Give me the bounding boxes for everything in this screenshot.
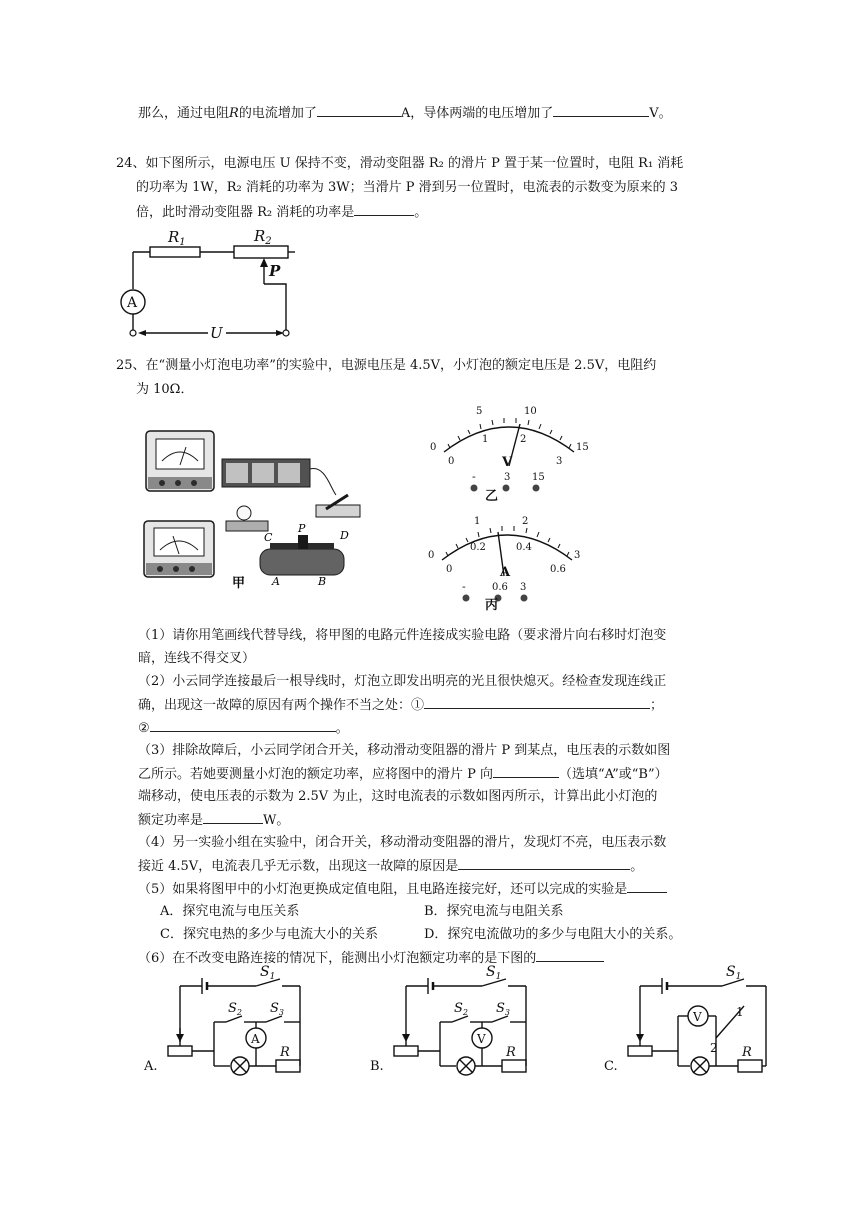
- q24-blank-power[interactable]: [354, 203, 414, 216]
- q25-p2b: [138, 696, 663, 715]
- circuit-c-label: C.: [604, 1059, 618, 1074]
- q25-p4b-text: 接近 4.5V，电流表几乎无示数，出现这一故障的原因是: [138, 859, 459, 874]
- voltmeter-bottom-0: 0: [448, 456, 455, 467]
- voltmeter-bottom-2: 2: [520, 434, 527, 445]
- q25-p2: （2）小云同学连接最后一根导线时，灯泡立即发出明亮的光且很快熄灭。经检查发现连线正: [138, 674, 667, 689]
- circuit-b-s2: $S_2$: [454, 1001, 468, 1017]
- q25-blank-rated-power[interactable]: [203, 811, 263, 824]
- q25-p3d: [138, 811, 289, 830]
- voltmeter-bottom-1: 1: [482, 434, 489, 445]
- ammeter-bottom-0: 0: [446, 564, 453, 575]
- figure-jia-label: 甲: [232, 576, 246, 591]
- circuit-option-c[interactable]: [604, 966, 774, 1076]
- q25-p2c-end: 。: [335, 721, 349, 736]
- ammeter-bottom-0.2: 0.2: [470, 542, 486, 553]
- q25-blank-experiment[interactable]: [627, 880, 667, 893]
- q24-r1-label: $R_1$: [168, 228, 186, 248]
- voltmeter-top-0: 0: [430, 442, 437, 453]
- circuit-option-b[interactable]: [370, 966, 540, 1076]
- q25-option-c[interactable]: C．探究电热的多少与电流大小的关系: [160, 927, 378, 942]
- voltmeter-top-15: 15: [576, 442, 589, 453]
- apparatus-figure-jia: [140, 425, 370, 595]
- q25-blank-circuit-choice[interactable]: [536, 949, 604, 962]
- ammeter-top-1: 1: [474, 516, 481, 527]
- circuit-option-a[interactable]: [144, 966, 314, 1076]
- q25-p3b: [138, 765, 668, 784]
- figure-bing-label: 丙: [485, 598, 499, 613]
- circuit-a-s1: $S_1$: [260, 964, 276, 982]
- circuit-b-resistor: R: [506, 1045, 516, 1060]
- q25-option-a[interactable]: A．探究电流与电压关系: [160, 904, 300, 919]
- q24-circuit-diagram: [118, 222, 318, 342]
- q25-p4: （4）另一实验小组在实验中，闭合开关，移动滑动变阻器的滑片，发现灯不亮，电压表示数: [138, 835, 667, 850]
- q25-option-b[interactable]: B．探究电流与电阻关系: [424, 904, 564, 919]
- q24-line2: 的功率为 1W，R₂ 消耗的功率为 3W；当滑片 P 滑到另一位置时，电流表的示数变为原来的 3: [136, 180, 679, 195]
- circuit-c-position-2: 2: [710, 1041, 718, 1055]
- q25-p2c: [138, 719, 349, 738]
- q23-line: [138, 104, 672, 123]
- voltmeter-terminal-neg: -: [472, 470, 476, 483]
- q24-r2-label: $R_2$: [254, 227, 272, 247]
- circuit-b-label: B.: [370, 1059, 384, 1074]
- rheostat-slider-p: P: [298, 522, 306, 535]
- circuit-a-resistor: R: [280, 1045, 290, 1060]
- q25-p1: （1）请你用笔画线代替导线，将甲图的电路元件连接成实验电路（要求滑片向右移时灯泡变: [138, 628, 667, 643]
- q25-p4b-end: 。: [630, 859, 644, 874]
- ammeter-terminal-neg: -: [462, 580, 466, 593]
- q25-p3: （3）排除故障后，小云同学闭合开关，移动滑动变阻器的滑片 P 到某点，电压表的示数如图: [138, 743, 671, 758]
- q23-unit-b: V。: [649, 106, 672, 121]
- circuit-c-voltmeter: V: [693, 1010, 702, 1024]
- q25-p3d-end: W。: [263, 813, 290, 828]
- figure-yi-label: 乙: [485, 489, 499, 504]
- ammeter-top-2: 2: [522, 516, 529, 527]
- voltmeter-top-5: 5: [476, 406, 483, 417]
- q24-line3-end: 。: [414, 205, 428, 220]
- q25-p2c-text: ②: [138, 721, 150, 736]
- q24-line1: 24、如下图所示，电源电压 U 保持不变，滑动变阻器 R₂ 的滑片 P 置于某一位置时，电阻 R₁ 消耗: [116, 156, 684, 171]
- ammeter-symbol: A: [127, 295, 138, 311]
- voltmeter-top-10: 10: [524, 406, 537, 417]
- circuit-c-s1: $S_1$: [726, 964, 742, 982]
- rheostat-terminal-b: B: [318, 575, 327, 588]
- voltmeter-terminal-3: 3: [504, 472, 511, 483]
- q25-blank-fault-1[interactable]: [424, 696, 650, 709]
- q25-p6-text: （6）在不改变电路连接的情况下，能测出小灯泡额定功率的是下图的: [138, 951, 537, 966]
- circuit-b-s1: $S_1$: [486, 964, 502, 982]
- q23-unit-a: A，导体两端的电压增加了: [400, 106, 554, 121]
- q25-blank-direction[interactable]: [493, 765, 559, 778]
- circuit-c-resistor: R: [742, 1045, 752, 1060]
- q25-p5-text: （5）如果将图甲中的小灯泡更换成定值电阻，且电路连接完好，还可以完成的实验是: [138, 882, 628, 897]
- q25-p1b: 暗，连线不得交叉）: [138, 651, 256, 666]
- q23-text-b: 的电流增加了: [238, 106, 317, 121]
- circuit-a-s2: $S_2$: [228, 1001, 242, 1017]
- q25-p3b-option: （选填“A”或“B”）: [559, 767, 668, 782]
- rheostat-terminal-a: A: [272, 575, 280, 588]
- q24-line3-text: 倍，此时滑动变阻器 R₂ 消耗的功率是: [136, 205, 355, 220]
- rheostat-terminal-d: D: [340, 529, 349, 542]
- q25-option-d[interactable]: D．探究电流做功的多少与电阻大小的关系。: [424, 927, 682, 942]
- q24-p-label: P: [269, 262, 281, 280]
- q23-blank-current[interactable]: [317, 104, 401, 117]
- q25-line1: 25、在“测量小灯泡电功率”的实验中，电源电压是 4.5V，小灯泡的额定电压是 2.5V，电阻约: [116, 358, 657, 373]
- ammeter-bottom-0.4: 0.4: [516, 542, 532, 553]
- q23-text-a: 那么，通过电阻: [138, 106, 230, 121]
- circuit-a-label: A.: [144, 1059, 158, 1074]
- ammeter-bottom-0.6: 0.6: [550, 564, 566, 575]
- circuit-b-s3: $S_3$: [496, 1001, 510, 1017]
- voltmeter-terminal-15: 15: [532, 472, 545, 483]
- ammeter-top-3: 3: [574, 550, 581, 561]
- ammeter-terminal-0.6: 0.6: [492, 582, 508, 593]
- q25-p5: [138, 880, 667, 899]
- q25-p3d-text: 额定功率是: [138, 813, 204, 828]
- circuit-a-s3: $S_3$: [270, 1001, 284, 1017]
- voltmeter-symbol: V: [502, 455, 513, 470]
- q23-blank-voltage[interactable]: [553, 104, 649, 117]
- q25-p2b-text: 确，出现这一故障的原因有两个操作不当之处：①: [138, 698, 425, 713]
- q25-p2b-end: ；: [650, 698, 664, 713]
- ammeter-terminal-3: 3: [520, 582, 527, 593]
- q24-line3: [136, 203, 427, 222]
- circuit-c-position-1: 1: [736, 1005, 744, 1019]
- circuit-a-ammeter: A: [251, 1032, 260, 1046]
- q24-u-label: U: [210, 324, 223, 342]
- ammeter-dial-bing: [422, 512, 592, 604]
- q25-p4b: [138, 857, 643, 876]
- voltmeter-bottom-3: 3: [556, 456, 563, 467]
- ammeter-top-0: 0: [428, 550, 435, 561]
- q25-p3b-text: 乙所示。若她要测量小灯泡的额定功率，应将图中的滑片 P 向: [138, 767, 494, 782]
- circuit-b-voltmeter: V: [477, 1032, 486, 1046]
- q25-line2: 为 10Ω．: [136, 382, 194, 397]
- voltmeter-dial-yi: [424, 404, 594, 496]
- q25-blank-fault-2[interactable]: [150, 719, 336, 732]
- q25-blank-cause[interactable]: [458, 857, 630, 870]
- ammeter-dial-symbol: A: [500, 565, 511, 580]
- q25-p3c: 端移动，使电压表的示数为 2.5V 为止，这时电流表的示数如图丙所示，计算出此小灯泡的: [138, 789, 658, 804]
- rheostat-terminal-c: C: [264, 531, 273, 544]
- q23-r: R: [229, 106, 239, 121]
